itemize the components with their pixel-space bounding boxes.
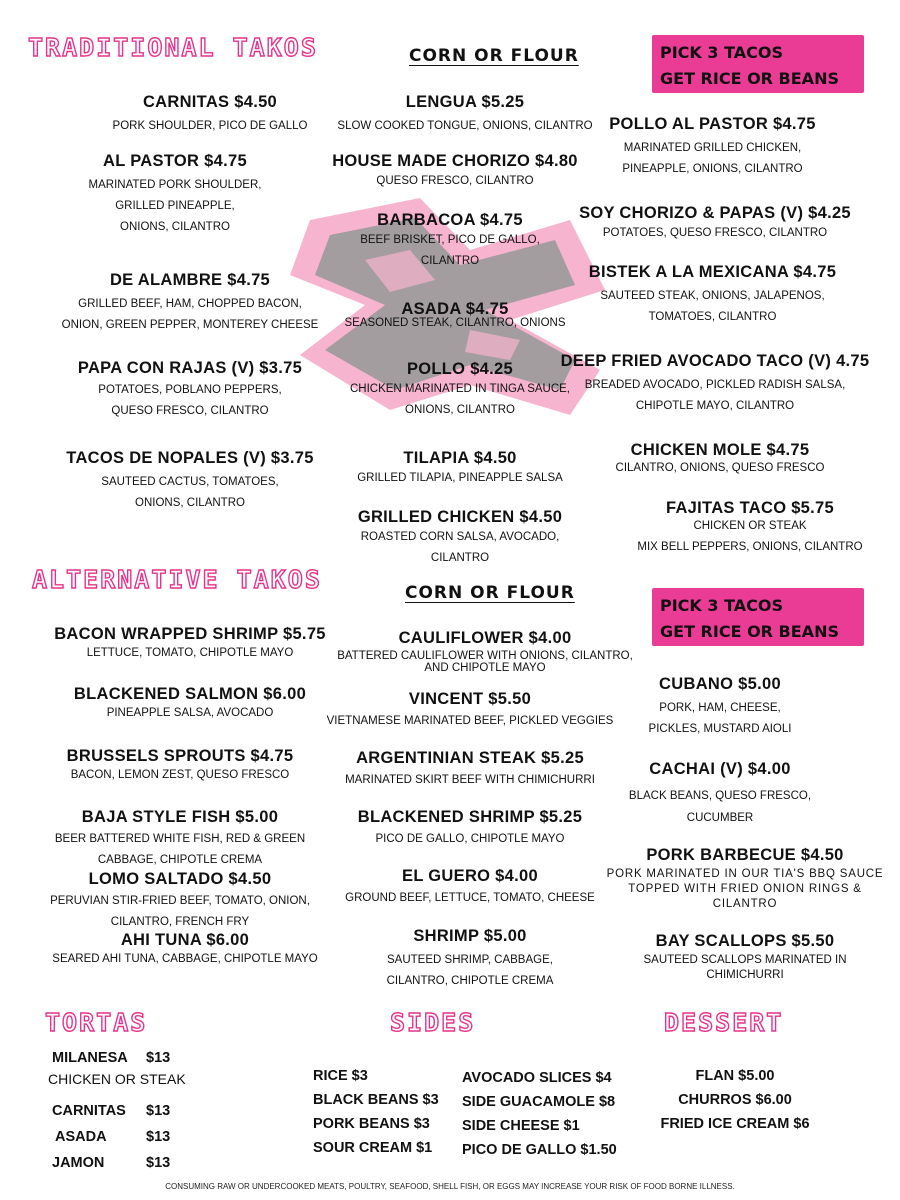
item-desc: GROUND BEEF, LETTUCE, TOMATO, CHEESE xyxy=(345,892,595,904)
menu-item-cachai xyxy=(620,759,820,829)
item-desc: GRILLED BEEF, HAM, CHOPPED BACON, ONION, GREEN PEPPER, MONTEREY CHEESE xyxy=(61,298,319,331)
item-desc: BREADED AVOCADO, PICKLED RADISH SALSA, CHIPOTLE MAYO, CILANTRO xyxy=(584,379,846,412)
item-name: GRILLED CHICKEN $4.50 xyxy=(357,508,563,526)
item-desc: GRILLED TILAPIA, PINEAPPLE SALSA xyxy=(357,472,563,484)
side-item: BLACK BEANS $3 xyxy=(313,1092,439,1108)
item-name: DEEP FRIED AVOCADO TACO (V) 4.75 xyxy=(560,352,870,370)
dessert-item: FLAN $5.00 xyxy=(695,1068,775,1084)
item-desc: SAUTEED SCALLOPS MARINATED IN CHIMICHURRI xyxy=(643,954,847,981)
item-name: AHI TUNA $6.00 xyxy=(120,931,250,949)
alternative-promo-box xyxy=(652,588,864,646)
item-desc: BACON, LEMON ZEST, QUESO FRESCO xyxy=(70,769,290,781)
item-desc: PINEAPPLE SALSA, AVOCADO xyxy=(106,707,274,719)
item-name: BACON WRAPPED SHRIMP $5.75 xyxy=(54,625,326,643)
menu-item-lengua xyxy=(330,92,600,137)
side-item: SIDE GUACAMOLE $8 xyxy=(462,1094,616,1110)
side-item: SIDE CHEESE $1 xyxy=(462,1118,580,1134)
menu-item-bacon-shrimp xyxy=(40,624,340,661)
promo-line-2: GET RICE OR BEANS xyxy=(660,622,839,641)
item-desc: CILANTRO, ONIONS, QUESO FRESCO xyxy=(615,462,825,474)
side-item: SOUR CREAM $1 xyxy=(313,1140,433,1156)
item-name: CACHAI (V) $4.00 xyxy=(649,760,791,778)
menu-item-bay-scallops xyxy=(620,931,870,983)
torta-name: CARNITAS xyxy=(52,1103,126,1119)
item-name: AL PASTOR $4.75 xyxy=(103,152,247,170)
torta-milanesa-desc: CHICKEN OR STEAK xyxy=(48,1071,186,1087)
torta-name: ASADA xyxy=(55,1129,107,1145)
item-name: DE ALAMBRE $4.75 xyxy=(109,271,271,289)
menu-item-grilled-chicken xyxy=(325,507,595,569)
item-name: FAJITAS TACO $5.75 xyxy=(666,499,834,517)
menu-item-chicken-mole xyxy=(610,440,830,479)
item-name: BARBACOA $4.75 xyxy=(377,211,523,229)
item-desc: CHICKEN OR STEAK MIX BELL PEPPERS, ONIONS, CILANTRO xyxy=(637,520,863,553)
item-name: HOUSE MADE CHORIZO $4.80 xyxy=(332,152,578,170)
menu-item-soy-chorizo xyxy=(575,203,855,244)
menu-item-argentinian xyxy=(330,748,610,791)
item-desc: PORK MARINATED IN OUR TIA'S BBQ SAUCE TOPPED WITH FRIED ONION RINGS & CILANTRO xyxy=(606,868,884,910)
item-name: PAPA CON RAJAS (V) $3.75 xyxy=(77,359,303,377)
menu-item-nopales xyxy=(30,448,350,514)
torta-price: $13 xyxy=(146,1103,171,1119)
menu-item-cauliflower xyxy=(335,628,635,674)
traditional-promo-box xyxy=(652,35,864,93)
item-desc: SEASONED STEAK, CILANTRO, ONIONS xyxy=(344,317,566,329)
torta-price: $13 xyxy=(146,1129,171,1145)
torta-name: JAMON xyxy=(52,1155,105,1171)
item-desc: BEEF BRISKET, PICO DE GALLO, CILANTRO xyxy=(360,234,540,267)
menu-item-fried-avocado xyxy=(560,351,870,417)
menu-item-barbacoa xyxy=(320,210,580,272)
menu-item-cubano xyxy=(620,674,820,740)
tortas-title: TORTAS xyxy=(45,1008,148,1037)
menu-item-ahi-tuna xyxy=(30,930,340,967)
sides-title: SIDES xyxy=(390,1008,476,1037)
side-item: PORK BEANS $3 xyxy=(313,1116,430,1132)
item-desc: POTATOES, QUESO FRESCO, CILANTRO xyxy=(602,227,828,239)
item-name: POLLO $4.25 xyxy=(406,360,513,378)
item-desc: PORK SHOULDER, PICO DE GALLO xyxy=(112,120,308,132)
dessert-item: CHURROS $6.00 xyxy=(678,1092,792,1108)
menu-item-de-alambre xyxy=(40,270,340,336)
item-name: PORK BARBECUE $4.50 xyxy=(646,846,844,864)
menu-item-carnitas xyxy=(40,92,380,137)
item-desc: ROASTED CORN SALSA, AVOCADO, CILANTRO xyxy=(360,531,560,564)
menu-item-asada xyxy=(330,299,580,334)
dessert-title: DESSERT xyxy=(664,1008,784,1037)
item-name: TACOS DE NOPALES (V) $3.75 xyxy=(66,449,314,467)
menu-item-tilapia xyxy=(330,448,590,489)
menu-item-pork-barbecue xyxy=(595,845,895,912)
menu-item-fajitas xyxy=(605,498,895,558)
item-desc: PICO DE GALLO, CHIPOTLE MAYO xyxy=(375,833,565,845)
menu-item-brussels xyxy=(30,746,330,783)
side-item: AVOCADO SLICES $4 xyxy=(462,1070,612,1086)
item-desc: PORK, HAM, CHEESE, PICKLES, MUSTARD AIOLI xyxy=(648,702,792,735)
item-desc: SAUTEED CACTUS, TOMATOES, ONIONS, CILANTRO xyxy=(101,476,279,509)
item-name: BLACKENED SHRIMP $5.25 xyxy=(357,808,583,826)
menu-item-pollo-al-pastor xyxy=(600,114,825,180)
item-name: CAULIFLOWER $4.00 xyxy=(398,629,572,647)
item-name: CUBANO $5.00 xyxy=(659,675,781,693)
item-name: ASADA $4.75 xyxy=(401,300,509,318)
menu-item-el-guero xyxy=(330,866,610,909)
item-desc: MARINATED PORK SHOULDER, GRILLED PINEAPPLE, ONIONS, CILANTRO xyxy=(88,179,262,233)
item-desc: MARINATED GRILLED CHICKEN, PINEAPPLE, ONIONS, CILANTRO xyxy=(622,142,803,175)
item-name: LOMO SALTADO $4.50 xyxy=(88,870,272,888)
item-name: BAJA STYLE FISH $5.00 xyxy=(81,808,279,826)
item-name: TILAPIA $4.50 xyxy=(403,449,517,467)
torta-milanesa-name: MILANESA xyxy=(52,1050,128,1066)
menu-item-papa-con-rajas xyxy=(40,358,340,422)
promo-line-2: GET RICE OR BEANS xyxy=(660,69,839,88)
item-desc: POTATOES, POBLANO PEPPERS, QUESO FRESCO, CILANTRO xyxy=(98,384,282,417)
item-desc: BEER BATTERED WHITE FISH, RED & GREEN CABBAGE, CHIPOTLE CREMA xyxy=(54,833,306,866)
item-desc: VIETNAMESE MARINATED BEEF, PICKLED VEGGIES xyxy=(326,715,614,727)
menu-item-blackened-shrimp xyxy=(330,807,610,850)
item-name: POLLO AL PASTOR $4.75 xyxy=(609,115,816,133)
item-name: SHRIMP $5.00 xyxy=(413,927,527,945)
menu-item-bistek xyxy=(585,262,840,328)
item-desc: MARINATED SKIRT BEEF WITH CHIMICHURRI xyxy=(345,774,595,786)
item-name: SOY CHORIZO & PAPAS (V) $4.25 xyxy=(579,204,851,222)
item-name: LENGUA $5.25 xyxy=(405,93,525,111)
item-name: BISTEK A LA MEXICANA $4.75 xyxy=(588,263,837,281)
item-desc: SAUTEED STEAK, ONIONS, JALAPENOS, TOMATOES, CILANTRO xyxy=(600,290,825,323)
menu-item-shrimp xyxy=(330,926,610,992)
item-name: EL GUERO $4.00 xyxy=(402,867,538,885)
item-desc: SLOW COOKED TONGUE, ONIONS, CILANTRO xyxy=(337,120,593,132)
alternative-title: ALTERNATIVE TAKOS xyxy=(32,565,322,594)
torta-milanesa-price: $13 xyxy=(146,1050,171,1066)
menu-item-baja-fish xyxy=(30,807,330,871)
torta-price: $13 xyxy=(146,1155,171,1171)
promo-line-1: PICK 3 TACOS xyxy=(660,43,784,62)
item-desc: SAUTEED SHRIMP, CABBAGE, CILANTRO, CHIPOTLE CREMA xyxy=(386,954,554,987)
traditional-corn-or-flour: CORN OR FLOUR xyxy=(409,46,579,66)
item-name: BAY SCALLOPS $5.50 xyxy=(655,932,835,950)
item-desc: LETTUCE, TOMATO, CHIPOTLE MAYO xyxy=(86,647,294,659)
item-desc: BLACK BEANS, QUESO FRESCO, CUCUMBER xyxy=(628,790,812,824)
item-desc: CHICKEN MARINATED IN TINGA SAUCE, ONIONS, CILANTRO xyxy=(349,383,571,416)
side-item: PICO DE GALLO $1.50 xyxy=(462,1142,617,1158)
item-name: CARNITAS $4.50 xyxy=(142,93,278,111)
menu-item-chorizo xyxy=(320,151,590,192)
item-desc: PERUVIAN STIR-FRIED BEEF, TOMATO, ONION, CILANTRO, FRENCH FRY xyxy=(50,895,310,928)
alternative-corn-or-flour: CORN OR FLOUR xyxy=(405,583,575,603)
dessert-item: FRIED ICE CREAM $6 xyxy=(660,1116,810,1132)
item-desc: SEARED AHI TUNA, CABBAGE, CHIPOTLE MAYO xyxy=(52,953,318,965)
menu-item-vincent xyxy=(315,689,625,732)
food-safety-disclaimer: CONSUMING RAW OR UNDERCOOKED MEATS, POULTRY, SEAFOOD, SHELL FISH, OR EGGS MAY INCREASE YOUR RISK OF FOOD BORNE ILLNESS. xyxy=(165,1182,735,1191)
promo-line-1: PICK 3 TACOS xyxy=(660,596,784,615)
item-name: BRUSSELS SPROUTS $4.75 xyxy=(66,747,294,765)
side-item: RICE $3 xyxy=(313,1068,368,1084)
item-name: BLACKENED SALMON $6.00 xyxy=(73,685,307,703)
menu-item-lomo-saltado xyxy=(30,869,330,933)
item-desc: QUESO FRESCO, CILANTRO xyxy=(376,175,534,187)
item-name: VINCENT $5.50 xyxy=(408,690,532,708)
traditional-title: TRADITIONAL TAKOS xyxy=(28,33,318,62)
item-desc: BATTERED CAULIFLOWER WITH ONIONS, CILANTRO, AND CHIPOTLE MAYO xyxy=(337,650,633,674)
item-name: ARGENTINIAN STEAK $5.25 xyxy=(356,749,584,767)
menu-item-pollo xyxy=(330,359,590,421)
menu-item-al-pastor xyxy=(40,151,310,238)
menu-item-blackened-salmon xyxy=(40,684,340,721)
item-name: CHICKEN MOLE $4.75 xyxy=(630,441,810,459)
